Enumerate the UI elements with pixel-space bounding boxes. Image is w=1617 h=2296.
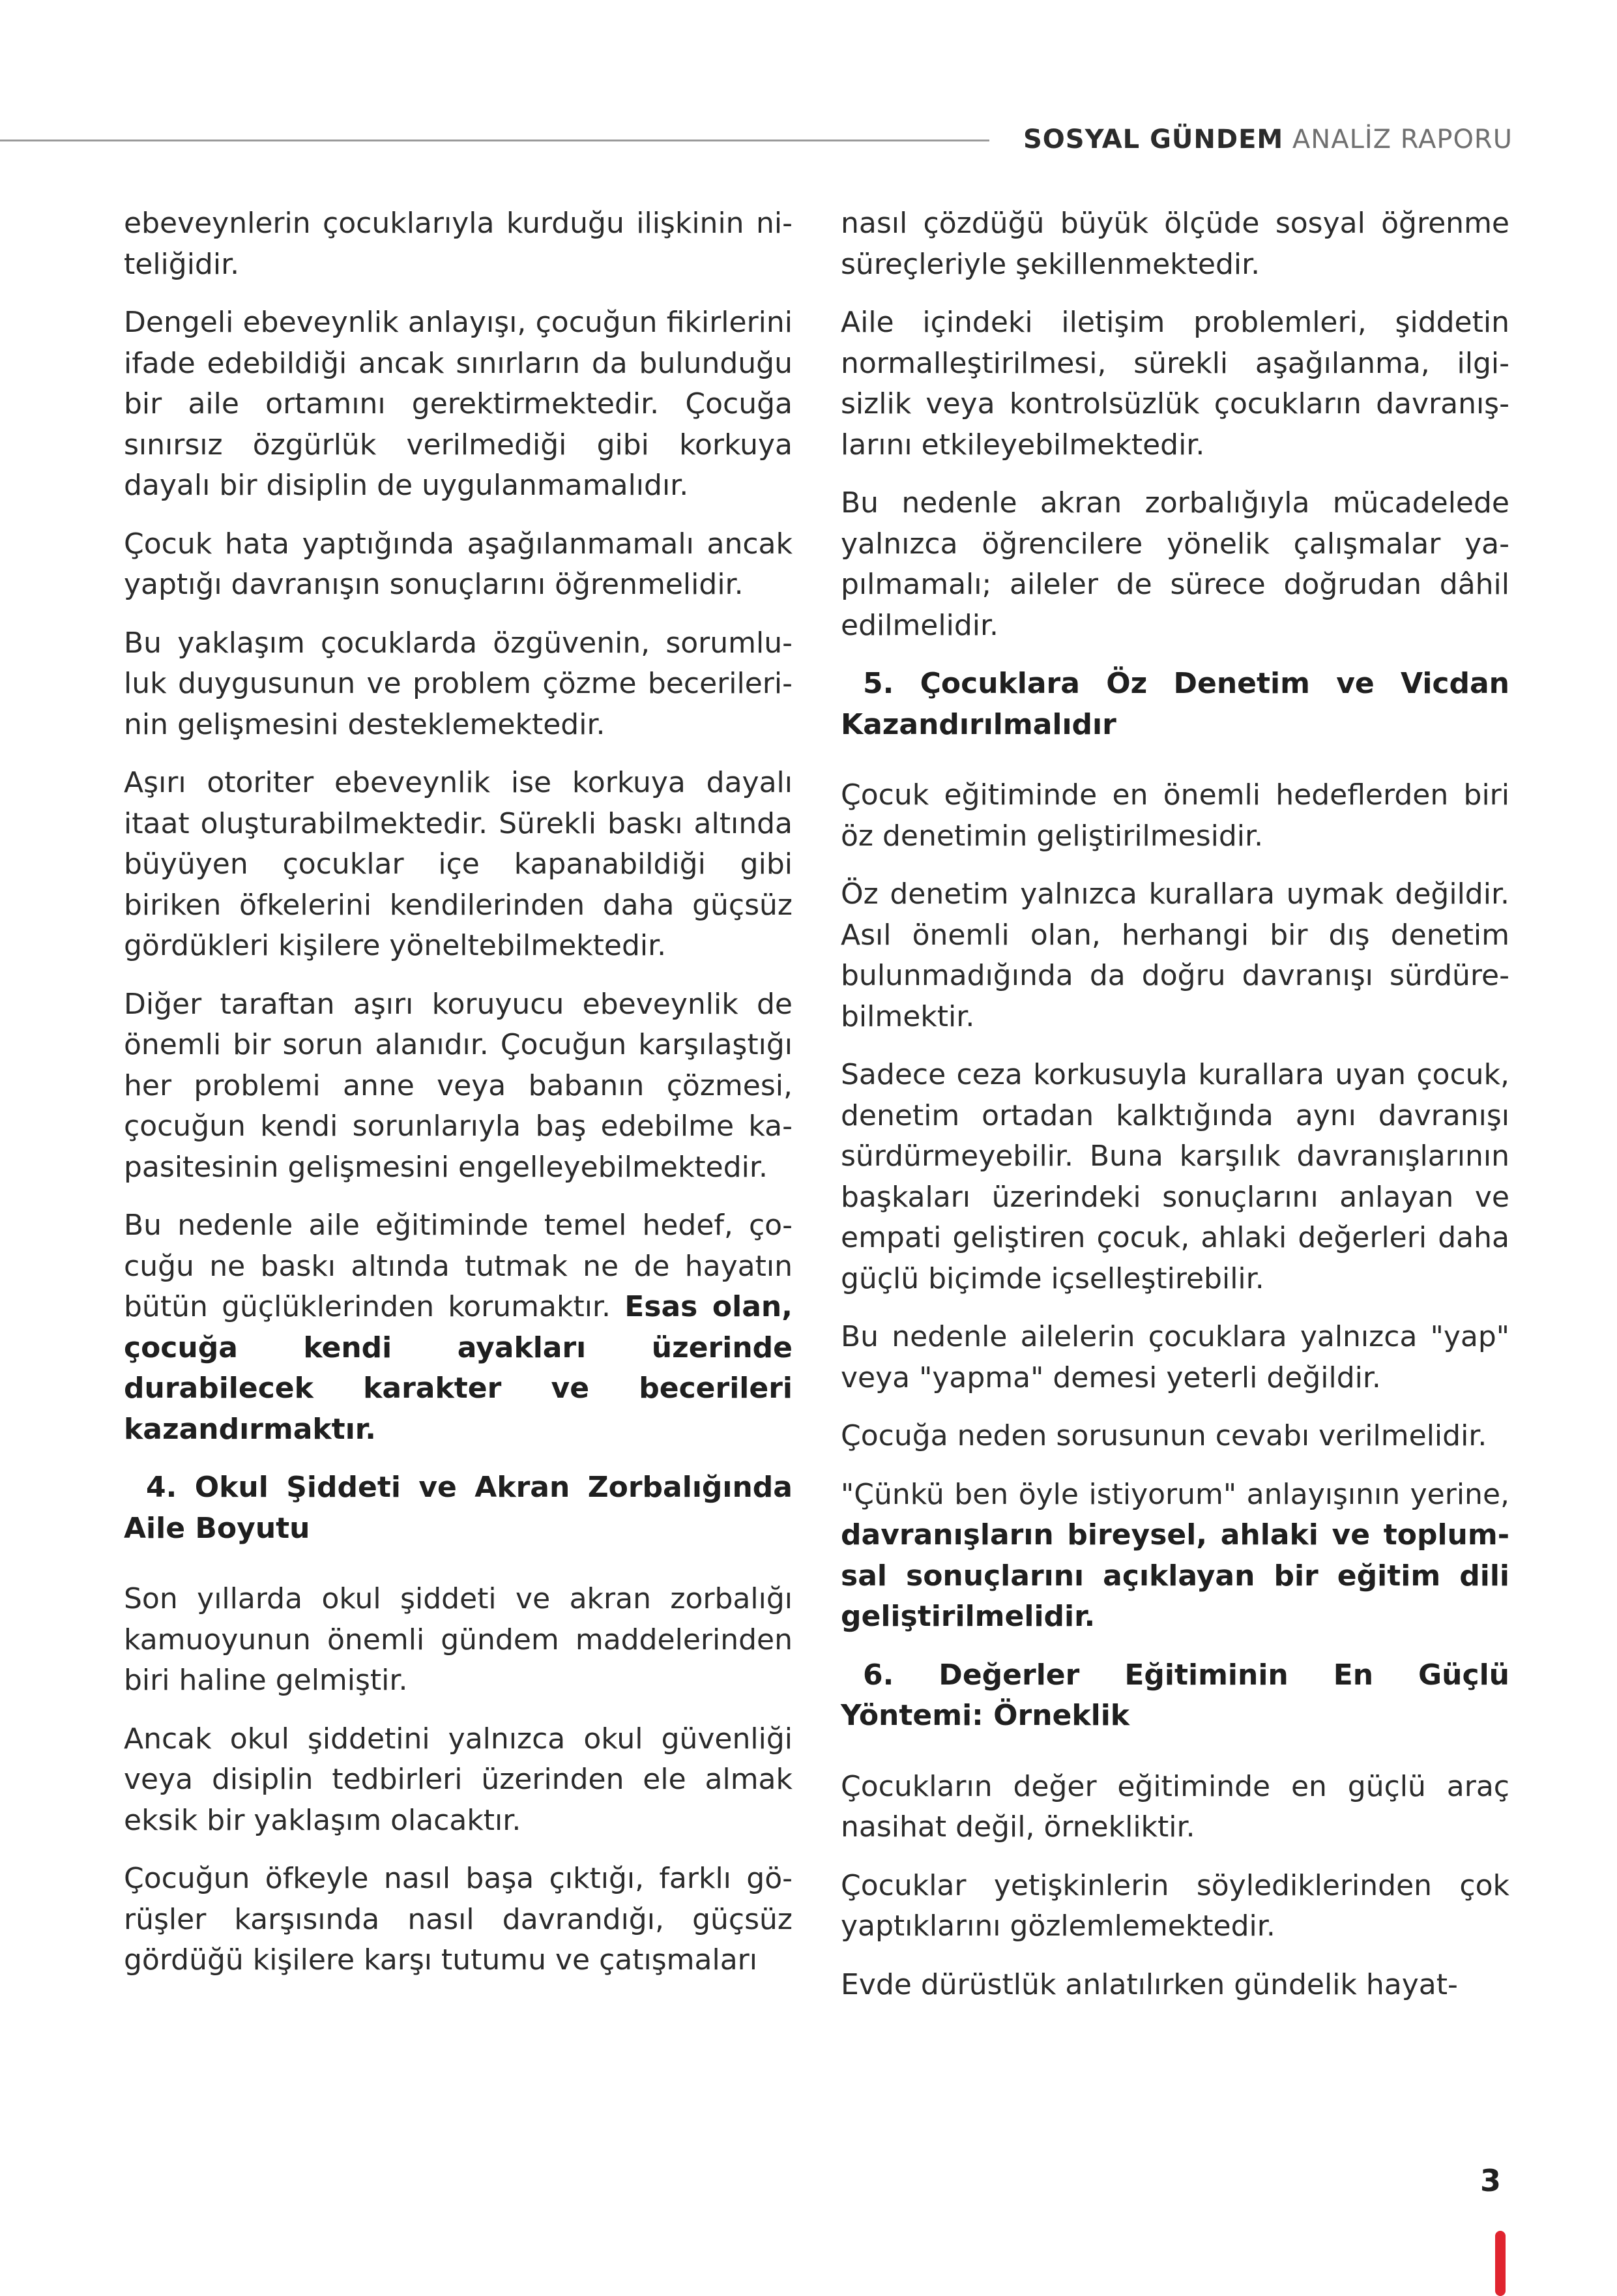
paragraph-text: Evde dürüstlük anlatılırken gündelik hayat- — [841, 1967, 1458, 2001]
paragraph-text: "Çünkü ben öyle istiyorum" anlayışının yerine, — [841, 1477, 1509, 1511]
running-header — [1023, 124, 1513, 155]
section-heading: 4. Okul Şiddeti ve Akran Zorbalığında Aile Boyutu — [124, 1471, 793, 1545]
section-heading: 6. Değerler Eğitiminin En Güçlü Yöntemi: Örneklik — [841, 1658, 1509, 1732]
paragraph-text: Dengeli ebeveynlik anlayışı, çocuğun fikirlerini ifade edebildiği ancak sınırların da bulunduğu bir aile ortamını gerektirmektedir. Çocuğa sınırsız özgürlük verilmediği gibi korkuya dayalı bir disiplin de uygulanmamalıdır. — [124, 306, 793, 502]
paragraph-bold-text: davranışların bireysel, ahlaki ve toplumsal sonuçlarını açıklayan bir eğitim dili geliştirilmelidir. — [841, 1518, 1509, 1633]
paragraph — [841, 1866, 1509, 1947]
paragraph-text: Bu nedenle ailelerin çocuklara yalnızca "yap" veya "yapma" demesi yeterli değildir. — [841, 1320, 1509, 1394]
header-rule — [0, 140, 989, 141]
paragraph-text: Çocuk eğitiminde en önemli hedeflerden biri öz denetimin geliştirilmesidir. — [841, 778, 1509, 853]
paragraph — [124, 763, 793, 967]
paragraph-text: Çocuk hata yaptığında aşağılanmamalı ancak yaptığı davranışın sonuçlarını öğrenmelidir. — [124, 527, 793, 601]
paragraph-text: Bu nedenle aile eğitiminde temel hedef, çocuğu ne baskı altında tutmak ne de hayatın bütün güçlüklerinden korumaktır. — [124, 1209, 793, 1323]
paragraph — [841, 203, 1509, 285]
paragraph-text: Bu yaklaşım çocuklarda özgüvenin, sorumluluk duygusunun ve problem çözme becerilerinin gelişmesini desteklemektedir. — [124, 626, 793, 741]
paragraph-text: Sadece ceza korkusuyla kurallara uyan çocuk, denetim ortadan kalktığında aynı davranışı sürdürmeyebilir. Buna karşılık davranışlarının başkaları üzerindeki sonuçlarını anlayan ve empati geliştiren çocuk, ahlaki değerleri daha güçlü biçimde içselleştirebilir. — [841, 1058, 1509, 1295]
paragraph — [841, 1416, 1509, 1457]
paragraph — [841, 1055, 1509, 1299]
paragraph — [124, 524, 793, 606]
paragraph-text: Aile içindeki iletişim problemleri, şiddetin normalleştirilmesi, sürekli aşağılanma, ilgisizlik veya kontrolsüzlük çocukların davranışlarını etkileyebilmektedir. — [841, 306, 1509, 462]
paragraph — [841, 1475, 1509, 1638]
paragraph — [841, 1965, 1509, 2006]
paragraph-text: Öz denetim yalnızca kurallara uymak değildir. Asıl önemli olan, herhangi bir dış denetim bulunmadığında da doğru davranışı sürdürebilmektir. — [841, 877, 1509, 1033]
paragraph — [124, 302, 793, 507]
page-number: 3 — [1479, 2163, 1501, 2198]
paragraph-bold-text: Esas olan, çocuğa kendi ayakları üzerinde durabilecek karakter ve becerileri kazandırmaktır. — [124, 1290, 793, 1446]
paragraph — [841, 1767, 1509, 1848]
paragraph — [841, 775, 1509, 857]
header-brand: SOSYAL GÜNDEM — [1023, 125, 1284, 155]
paragraph — [124, 1579, 793, 1701]
paragraph-text: Bu nedenle akran zorbalığıyla mücadelede yalnızca öğrencilere yönelik çalışmalar yapılmamalı; aileler de sürece doğrudan dâhil edilmelidir. — [841, 486, 1509, 642]
paragraph-text: Çocuğa neden sorusunun cevabı verilmelidir. — [841, 1419, 1487, 1452]
paragraph — [841, 874, 1509, 1037]
paragraph — [841, 483, 1509, 646]
right-column — [841, 203, 1509, 2023]
left-column — [124, 203, 793, 1999]
paragraph-text: Aşırı otoriter ebeveynlik ise korkuya dayalı itaat oluşturabilmektedir. Sürekli baskı altında büyüyen çocuklar içe kapanabildiği gibi biriken öfkelerini kendilerinden daha güçsüz gördükleri kişilere yöneltebilmektedir. — [124, 766, 793, 962]
paragraph — [124, 1719, 793, 1842]
paragraph-text: Ancak okul şiddetini yalnızca okul güvenliği veya disiplin tedbirleri üzerinden ele almak eksik bir yaklaşım olacaktır. — [124, 1722, 793, 1837]
paragraph-text: Diğer taraftan aşırı koruyucu ebeveynlik de önemli bir sorun alanıdır. Çocuğun karşılaştığı her problemi anne veya babanın çözmesi, çocuğun kendi sorunlarıyla baş edebilme kapasitesinin gelişmesini engelleyebilmektedir. — [124, 987, 793, 1184]
section-heading: 5. Çocuklara Öz Denetim ve Vicdan Kazandırılmalıdır — [841, 667, 1509, 741]
paragraph-text: Çocukların değer eğitiminde en güçlü araç nasihat değil, örnekliktir. — [841, 1769, 1509, 1844]
paragraph — [124, 984, 793, 1188]
paragraph — [841, 1317, 1509, 1398]
page-accent-bar — [1495, 2231, 1506, 2296]
paragraph-text: Çocuklar yetişkinlerin söylediklerinden çok yaptıklarını gözlemlemektedir. — [841, 1868, 1509, 1943]
paragraph-text: Çocuğun öfkeyle nasıl başa çıktığı, farklı görüşler karşısında nasıl davrandığı, güçsüz gördüğü kişilere karşı tutumu ve çatışmaları — [124, 1862, 793, 1977]
paragraph — [124, 1859, 793, 1981]
paragraph-text: Son yıllarda okul şiddeti ve akran zorbalığı kamuoyunun önemli gündem maddelerinden biri haline gelmiştir. — [124, 1582, 793, 1697]
paragraph — [124, 203, 793, 285]
paragraph-text: nasıl çözdüğü büyük ölçüde sosyal öğrenme süreçleriyle şekillenmektedir. — [841, 207, 1509, 281]
paragraph-text: ebeveynlerin çocuklarıyla kurduğu ilişkinin niteliğidir. — [124, 207, 793, 281]
header-subtitle: ANALİZ RAPORU — [1283, 125, 1513, 155]
paragraph — [124, 1205, 793, 1450]
paragraph — [841, 302, 1509, 465]
paragraph — [124, 623, 793, 746]
